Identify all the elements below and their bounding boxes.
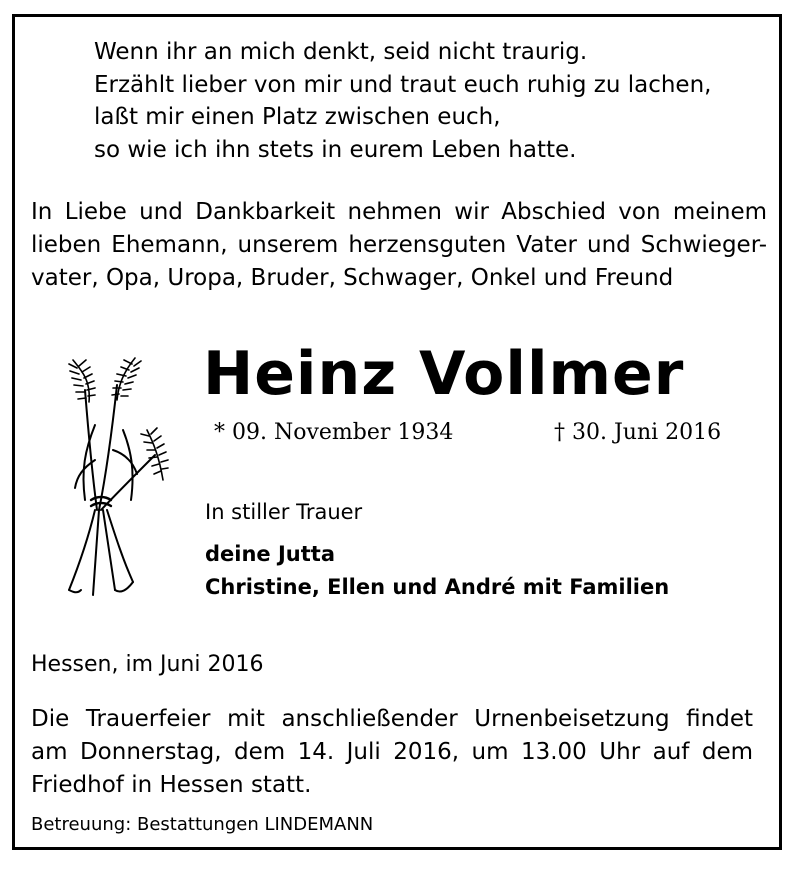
poem-line: Wenn ihr an mich denkt, seid nicht traurig.	[94, 39, 588, 65]
funeral-info	[31, 703, 753, 802]
poem-line: so wie ich ihn stets in eurem Leben hatte.	[94, 136, 577, 163]
place-date: Hessen, im Juni 2016	[31, 652, 264, 677]
funeral-line: Die Trauerfeier mit anschließender Urnenbeisetzung findet	[31, 706, 753, 732]
family-line: Christine, Ellen und André mit Familien	[205, 575, 670, 599]
funeral-line: Friedhof in Hessen statt.	[31, 772, 312, 798]
farewell-line: In Liebe und Dankbarkeit nehmen wir Abschied von meinem	[31, 199, 767, 225]
poem-line: Erzählt lieber von mir und traut euch ruhig zu lachen,	[94, 71, 712, 98]
mourning-line: In stiller Trauer	[205, 500, 363, 524]
birth-date: * 09. November 1934	[214, 420, 454, 445]
family-line: deine Jutta	[205, 542, 335, 566]
funeral-line: am Donnerstag, dem 14. Juli 2016, um 13.00 Uhr auf dem	[31, 739, 753, 765]
family-signature	[205, 538, 669, 604]
farewell-line: vater, Opa, Uropa, Bruder, Schwager, Onkel und Freund	[31, 265, 674, 291]
farewell-text	[31, 196, 767, 295]
death-date: † 30. Juni 2016	[554, 420, 722, 445]
farewell-line: lieben Ehemann, unserem herzensguten Vater und Schwieger-	[31, 232, 767, 258]
poem	[94, 36, 711, 166]
poem-line: laßt mir einen Platz zwischen euch,	[94, 104, 501, 131]
funeral-home: Betreuung: Bestattungen LINDEMANN	[31, 814, 374, 835]
deceased-name: Heinz Vollmer	[203, 339, 685, 409]
wheat-sheaf-icon	[55, 350, 185, 600]
